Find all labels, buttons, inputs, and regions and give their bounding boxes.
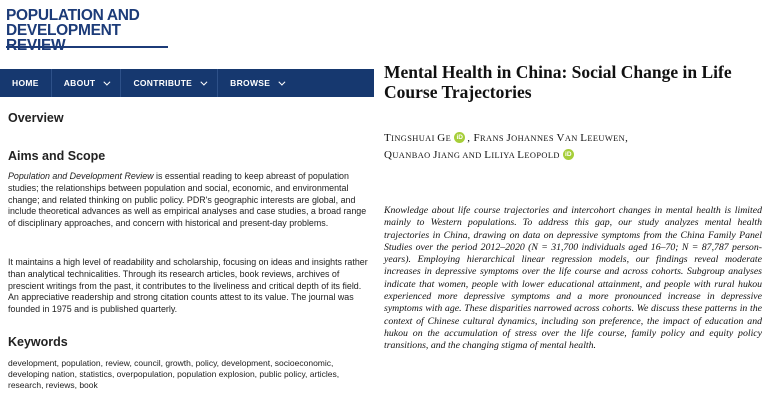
orcid-icon[interactable]: iD <box>563 149 574 160</box>
main-nav <box>0 69 374 97</box>
logo-underline <box>6 46 168 48</box>
chevron-down-icon <box>279 78 286 85</box>
nav-browse-label: BROWSE <box>230 78 271 88</box>
aims-p1-text: is essential reading to keep abreast of population studies; the relationships between population and social, economic, and environmental change; and related thinking on public policy. PDR's geographic interests are global, and include theoretical advances as well as empirical analyses and case studies, a broad range of disciplinary approaches, and concern with historical and present-day problems. <box>8 171 367 229</box>
nav-about-label: ABOUT <box>63 78 96 88</box>
keywords-heading: Keywords <box>8 335 68 349</box>
journal-logo[interactable] <box>6 8 166 53</box>
keywords-list: development, population, review, council, growth, policy, development, socioeconomic, developing nation, statistics, overpopulation, population explosion, public policy, articles, research, reviews, book <box>8 358 340 391</box>
nav-home[interactable] <box>0 69 52 97</box>
article-panel <box>374 0 768 405</box>
logo-line-1: POPULATION AND <box>6 7 140 24</box>
author-ge[interactable]: TINGSHUAI GE <box>384 132 452 144</box>
journal-name-italic: Population and Development Review <box>8 171 154 181</box>
overview-heading: Overview <box>8 111 64 125</box>
author-separator: , <box>625 132 629 144</box>
nav-about[interactable] <box>52 69 122 97</box>
aims-paragraph-2: It maintains a high level of readability and scholarship, focusing on ideas and insights rather than analytical technicalities. Through its research articles, book reviews, archives of prescient writings from the past, it contributes to the liveliness and critical depth of its field. An appreciative readership and strong citation counts attest to its value. The journal was founded in 1975 and is published quarterly. <box>8 257 368 315</box>
aims-heading: Aims and Scope <box>8 149 106 163</box>
author-jiang[interactable]: QUANBAO JIANG <box>384 149 461 161</box>
article-title[interactable]: Mental Health in China: Social Change in Life Course Trajectories <box>384 62 732 102</box>
article-abstract: Knowledge about life course trajectories and intercohort changes in mental health is limited mainly to Western populations. To address this gap, our study analyzes mental health trajectories in China, drawing on data on depressive symptoms from the China Family Panel Studies over the period 2012–2020 (N = 31,700 individuals aged 16–70; N = 87,787 person-years). Employing hierarchical linear regression models, our findings reveal moderate increases in depressive symptoms over the life course and across cohorts. Subgroup analyses indicate that women, people with lower educational attainment, and people with rural hukou experienced more depressive symptoms and a more pronounced increase in depressive symptoms with age. These disparities narrowed across cohorts. We discuss these patterns in the context of Chinese cultural dynamics, including son preference, the impact of education and hukou on the accumulation of stress over the life course, family policy and equity policy transitions, and the changing stigma of mental health. <box>384 205 762 352</box>
orcid-icon[interactable]: iD <box>454 132 465 143</box>
aims-paragraph-1 <box>8 171 370 230</box>
author-leopold[interactable]: LILIYA LEOPOLD <box>484 149 560 161</box>
nav-contribute[interactable] <box>121 69 218 97</box>
author-list <box>384 130 764 164</box>
author-separator: , <box>467 132 474 144</box>
chevron-down-icon <box>201 78 208 85</box>
logo-line-2: DEVELOPMENT <box>6 22 121 39</box>
journal-sidebar <box>0 0 374 405</box>
author-van-leeuwen[interactable]: FRANS JOHANNES VAN LEEUWEN <box>473 132 626 144</box>
nav-home-label: HOME <box>12 78 39 88</box>
nav-browse[interactable] <box>218 69 295 97</box>
chevron-down-icon <box>104 78 111 85</box>
nav-contribute-label: CONTRIBUTE <box>133 78 193 88</box>
author-and: AND <box>460 151 485 160</box>
